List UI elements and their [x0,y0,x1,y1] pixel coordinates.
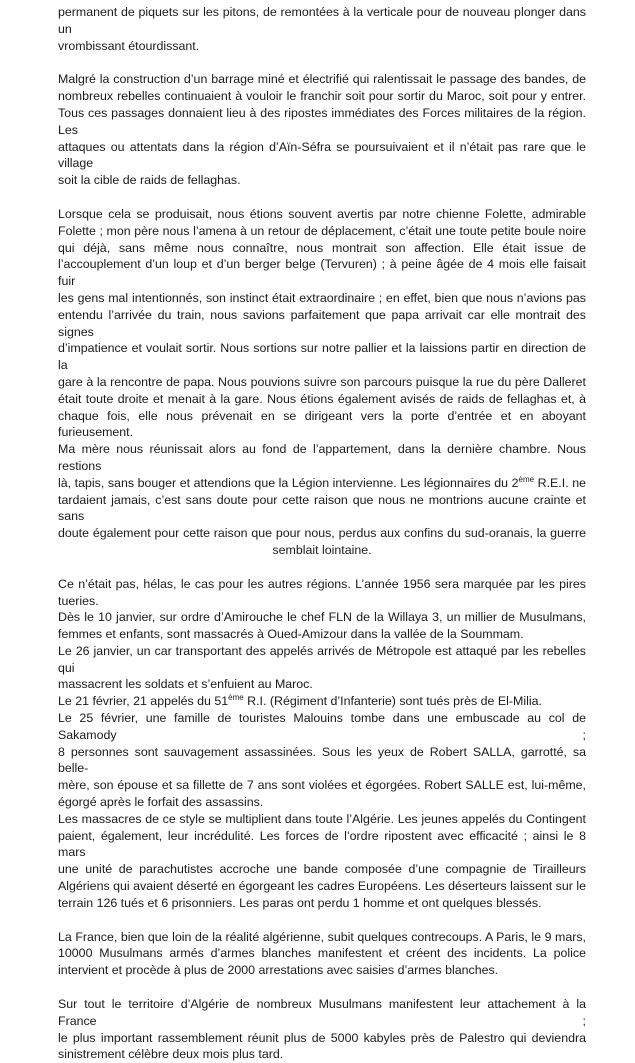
text-line: paient, également, leur incrédulité. Les forces de l’ordre ripostent avec efficacité ; ainsi le 8 mars [58,828,586,860]
text-line: l’accouplement d’un loup et d’un berger belge (Tervuren) ; à peine âgée de 4 mois elle faisait fuir [58,257,586,289]
text-line: le plus important rassemblement réunit plus de 5000 kabyles près de Palestro qui deviendra [58,1030,586,1045]
document-page [58,4,586,1063]
text-line: était toute droite et menait à la gare. Nous étions également avisés de raids de fellaghas et, à [58,391,586,406]
text-line: gare à la rencontre de papa. Nous pouvions suivre son parcours puisque la rue du père Dalleret [58,374,586,389]
text-line: nombreux rebelles continuaient à vouloir le franchir soit pour sortir du Maroc, soit pour y entrer. [58,89,586,104]
text-line: Ce n’était pas, hélas, le cas pour les autres régions. L’année 1956 sera marquée par les pires [58,576,586,591]
text-line: vrombissant étourdissant. [58,38,200,53]
text-line: tueries. [58,593,99,608]
text-fragment: Le 21 février, 21 appelés du 51 [58,694,229,709]
text-line: Lorsque cela se produisait, nous étions souvent avertis par notre chienne Folette, admirable [58,206,586,221]
text-line: attaques ou attentats dans la région d’Aïn-Séfra se poursuivaient et il n’était pas rare que le village [58,139,586,171]
text-line: femmes et enfants, sont massacrés à Oued-Amizour dans la vallée de la Soummam. [58,627,524,642]
text-line: Malgré la construction d’un barrage miné et électrifié qui ralentissait le passage des bandes, de [58,72,586,87]
text-line: Les massacres de ce style se multiplient dans toute l’Algérie. Les jeunes appelés du Contingent [58,811,586,826]
text-line: Dès le 10 janvier, sur ordre d’Amirouche le chef FLN de la Willaya 3, un millier de Musulmans, [58,610,586,625]
text-line: Algériens qui avaient déserté en égorgeant les cadres Européens. Les déserteurs laissent sur le [58,879,586,894]
text-line: La France, bien que loin de la réalité algérienne, subit quelques contrecoups. A Paris, le 9 mars, [58,929,586,944]
text-line: intervient et procède à plus de 2000 arrestations avec saisies d’armes blanches. [58,963,499,978]
text-line: chaque fois, elle nous prévenait en se dirigeant vers la porte d’entrée et en aboyant furieusement. [58,408,586,440]
text-line [58,475,586,492]
text-line: massacrent les soldats et s’enfuient au Maroc. [58,677,313,692]
text-fragment: là, tapis, sans bouger et attendions que la Légion intervienne. Les légionnaires du 2 [58,475,519,490]
text-line: 8 personnes sont sauvagement assassinées. Sous les yeux de Robert SALLA, garrotté, sa belle- [58,744,586,776]
text-line: mère, son épouse et sa fillette de 7 ans sont violées et égorgées. Robert SALLE est, lui-même, [58,778,586,793]
text-line: Sur tout le territoire d’Algérie de nombreux Musulmans manifestent leur attachement à la France ; [58,997,586,1028]
text-line: Le 25 février, une famille de touristes Malouins tombe dans une embuscade au col de Sakamody ; [58,711,586,742]
text-line: tardaient jamais, c’est sans doute pour cette raison que nous ne montrions aucune crainte et sans [58,492,586,524]
text-line: une unité de parachutistes accroche une bande composée d’une compagnie de Tirailleurs [58,862,586,877]
text-line: qui déjà, sans même nous connaître, nous montrait son affection. Elle était issue de [58,240,586,255]
text-line: les gens mal intentionnés, son instinct était extraordinaire ; en effet, bien que nous n’avions pas [58,290,586,305]
text-line [58,693,586,710]
paragraph [58,929,586,979]
paragraph [58,206,586,559]
superscript: ème [228,693,244,703]
paragraph [58,576,586,912]
text-line: 10000 Musulmans armés d’armes blanches manifestent et créent des incidents. La police [58,946,586,961]
text-line: terrain 126 tués et 6 prisonniers. Les paras ont perdu 1 homme et ont quelques blessés. [58,895,542,910]
text-fragment: R.E.I. ne [534,475,586,490]
text-line: doute également pour cette raison que pour nous, perdus aux confins du sud-oranais, la guerre [58,526,586,541]
text-line: Ma mère nous réunissait alors au fond de l’appartement, dans la dernière chambre. Nous restions [58,442,586,473]
text-line: égorgé après le forfait des assassins. [58,795,264,810]
text-line: Folette ; mon père nous l’amena à un retour de déplacement, c’était une toute petite boule noire [58,223,586,238]
paragraph [58,71,586,189]
text-line: Le 26 janvier, un car transportant des appelés arrivés de Métropole est attaqué par les rebelles qui [58,643,586,675]
text-line: semblait lointaine. [272,542,372,557]
text-line: d’impatience et voulait sortir. Nous sortions sur notre pallier et la laissions partir en direction de la [58,341,586,373]
text-line: permanent de piquets sur les pitons, de remontées à la verticale pour de nouveau plonger dans un [58,5,586,36]
superscript: ème [518,474,535,484]
text-fragment: R.I. (Régiment d’Infanterie) sont tués près de El-Milia. [243,694,542,709]
text-line: sinistrement célèbre deux mois plus tard. [58,1047,284,1062]
paragraph [58,4,586,54]
paragraph [58,996,586,1063]
text-line: Tous ces passages donnaient lieu à des ripostes immédiates des Forces militaires de la région. Les [58,105,586,137]
text-line: soit la cible de raids de fellaghas. [58,173,241,188]
text-line: entendu l’arrivée du train, nous savions parfaitement que papa arrivait car elle montrait des signes [58,307,586,339]
